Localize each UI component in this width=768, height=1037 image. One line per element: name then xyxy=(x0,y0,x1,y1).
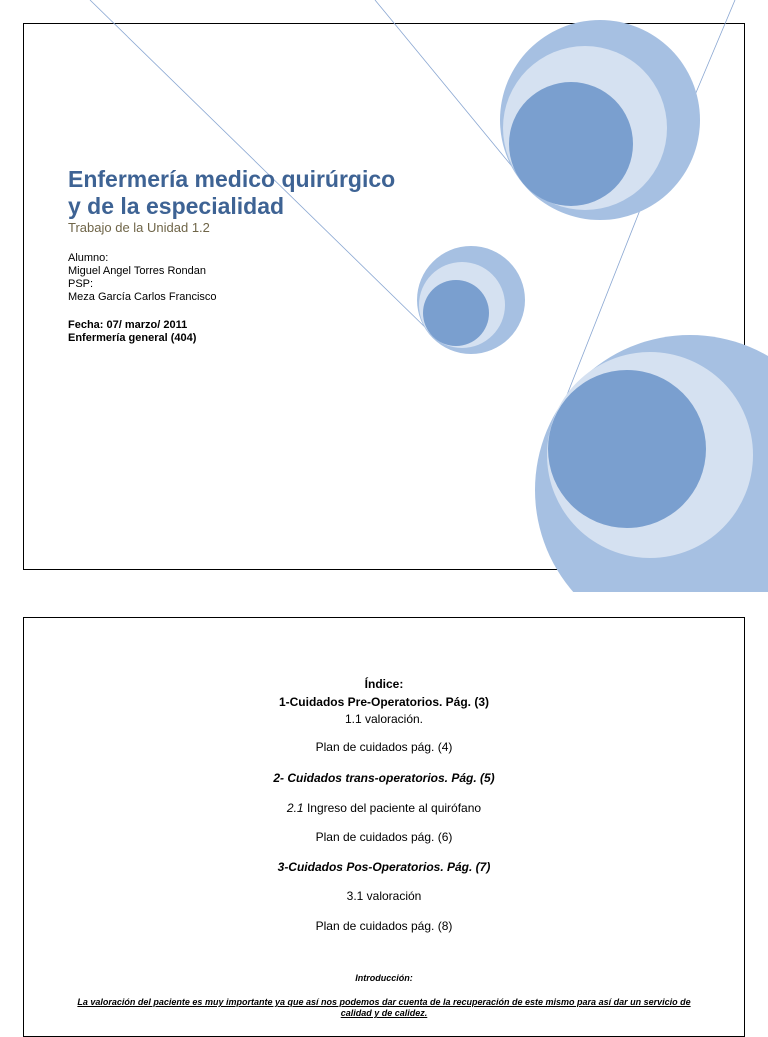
toc-item-1: 1-Cuidados Pre-Operatorios. Pág. (3) xyxy=(278,695,490,709)
toc-item-2-1-text: Ingreso del paciente al quirófano xyxy=(303,801,482,815)
deco-line xyxy=(695,0,735,95)
student-name: Miguel Angel Torres Rondan xyxy=(68,265,206,277)
toc-item-3: 3-Cuidados Pos-Operatorios. Pág. (7) xyxy=(277,860,491,874)
deco-circle xyxy=(509,82,633,206)
toc-item-3-plan: Plan de cuidados pág. (8) xyxy=(315,919,453,933)
psp-label: PSP: xyxy=(68,278,94,290)
student-label: Alumno: xyxy=(68,252,109,264)
deco-circle xyxy=(548,370,706,528)
toc-item-1-plan: Plan de cuidados pág. (4) xyxy=(315,740,453,754)
date-info xyxy=(68,319,196,345)
title-line-1: Enfermería medico quirúrgico xyxy=(68,166,396,192)
psp-name: Meza García Carlos Francisco xyxy=(68,291,217,303)
toc-item-2-plan: Plan de cuidados pág. (6) xyxy=(315,830,453,844)
toc-item-1-1: 1.1 valoración. xyxy=(344,712,424,726)
toc-item-2: 2- Cuidados trans-operatorios. Pág. (5) xyxy=(273,771,495,785)
author-info xyxy=(68,252,217,304)
toc-item-2-1-number: 2.1 xyxy=(286,801,304,815)
deco-circle xyxy=(423,280,489,346)
deco-line xyxy=(375,0,515,170)
toc-heading: Índice: xyxy=(364,677,404,691)
date-text: Fecha: 07/ marzo/ 2011 xyxy=(68,319,188,331)
intro-heading: Introducción: xyxy=(355,973,413,983)
document-subtitle: Trabajo de la Unidad 1.2 xyxy=(68,220,210,235)
document-title xyxy=(68,166,395,220)
intro-paragraph: La valoración del paciente es muy importante ya que así nos podemos dar cuenta de la recuperación de este mismo para así dar un servicio de calidad y de calidez. xyxy=(77,997,691,1018)
toc-item-3-1: 3.1 valoración xyxy=(346,889,422,903)
title-line-2: y de la especialidad xyxy=(68,193,285,219)
toc-item-2-1 xyxy=(23,801,745,815)
group-text: Enfermería general (404) xyxy=(68,332,197,344)
